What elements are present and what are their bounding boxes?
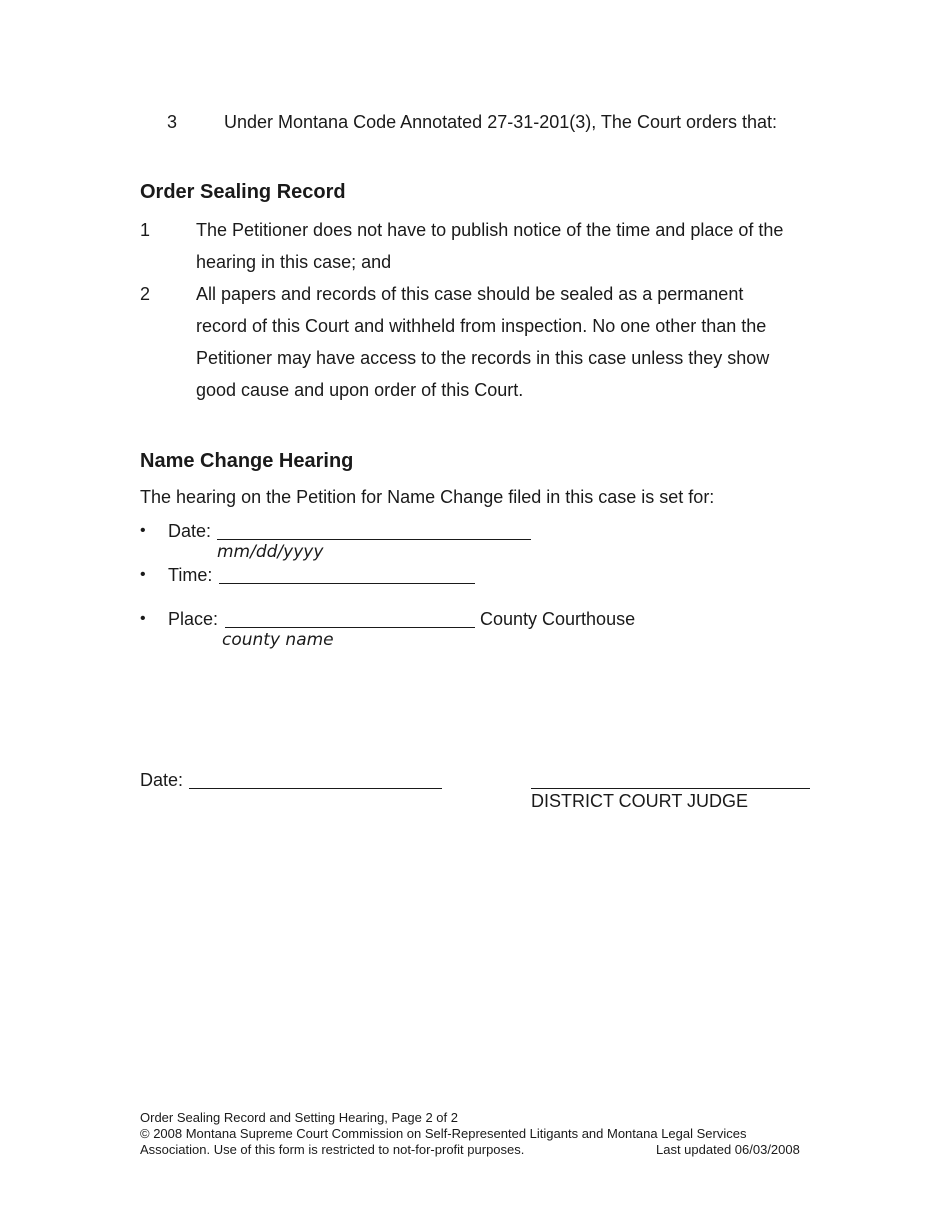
order-item-1-line-2: hearing in this case; and — [196, 252, 392, 272]
order-item-1-line-1: The Petitioner does not have to publish notice of the time and place of the — [196, 220, 784, 240]
footer-usage: Association. Use of this form is restricted to not-for-profit purposes. — [140, 1142, 525, 1157]
footer-updated: Last updated 06/03/2008 — [656, 1142, 800, 1157]
date-hint: mm/dd/yyyy — [217, 542, 324, 562]
time-label: Time: — [168, 565, 213, 585]
order-item-2-line-2: record of this Court and withheld from inspection. No one other than the — [196, 316, 767, 336]
signature-date-field-right[interactable] — [309, 788, 442, 789]
order-item-1-number: 1 — [140, 220, 151, 240]
order-item-2-line-3: Petitioner may have access to the records in this case unless they show — [196, 348, 770, 368]
date-label: Date: — [168, 521, 212, 541]
date-field[interactable] — [217, 539, 531, 540]
order-item-2-number: 2 — [140, 284, 151, 304]
intro-text: Under Montana Code Annotated 27-31-201(3), The Court orders that: — [224, 112, 778, 132]
order-item-2-line-1: All papers and records of this case should be sealed as a permanent — [196, 284, 744, 304]
order-item-2-line-4: good cause and upon order of this Court. — [196, 380, 524, 400]
hearing-heading: Name Change Hearing — [140, 450, 354, 472]
signature-date-label: Date: — [140, 770, 184, 790]
time-field[interactable] — [219, 583, 475, 584]
bullet-place-icon: • — [140, 610, 146, 627]
intro-number: 3 — [167, 112, 178, 132]
place-field[interactable] — [225, 627, 475, 628]
place-label: Place: — [168, 609, 219, 629]
footer-title: Order Sealing Record and Setting Hearing, Page 2 of 2 — [140, 1110, 458, 1125]
place-hint: county name — [222, 630, 334, 650]
bullet-time-icon: • — [140, 566, 146, 583]
bullet-date-icon: • — [140, 522, 146, 539]
place-suffix: County Courthouse — [480, 609, 636, 629]
footer-copyright: © 2008 Montana Supreme Court Commission on Self-Represented Litigants and Montana Legal Services — [140, 1126, 747, 1141]
order-heading: Order Sealing Record — [140, 181, 346, 203]
hearing-intro: The hearing on the Petition for Name Change filed in this case is set for: — [140, 487, 715, 507]
signature-date-field-left[interactable] — [189, 788, 309, 789]
judge-label: DISTRICT COURT JUDGE — [531, 791, 749, 811]
